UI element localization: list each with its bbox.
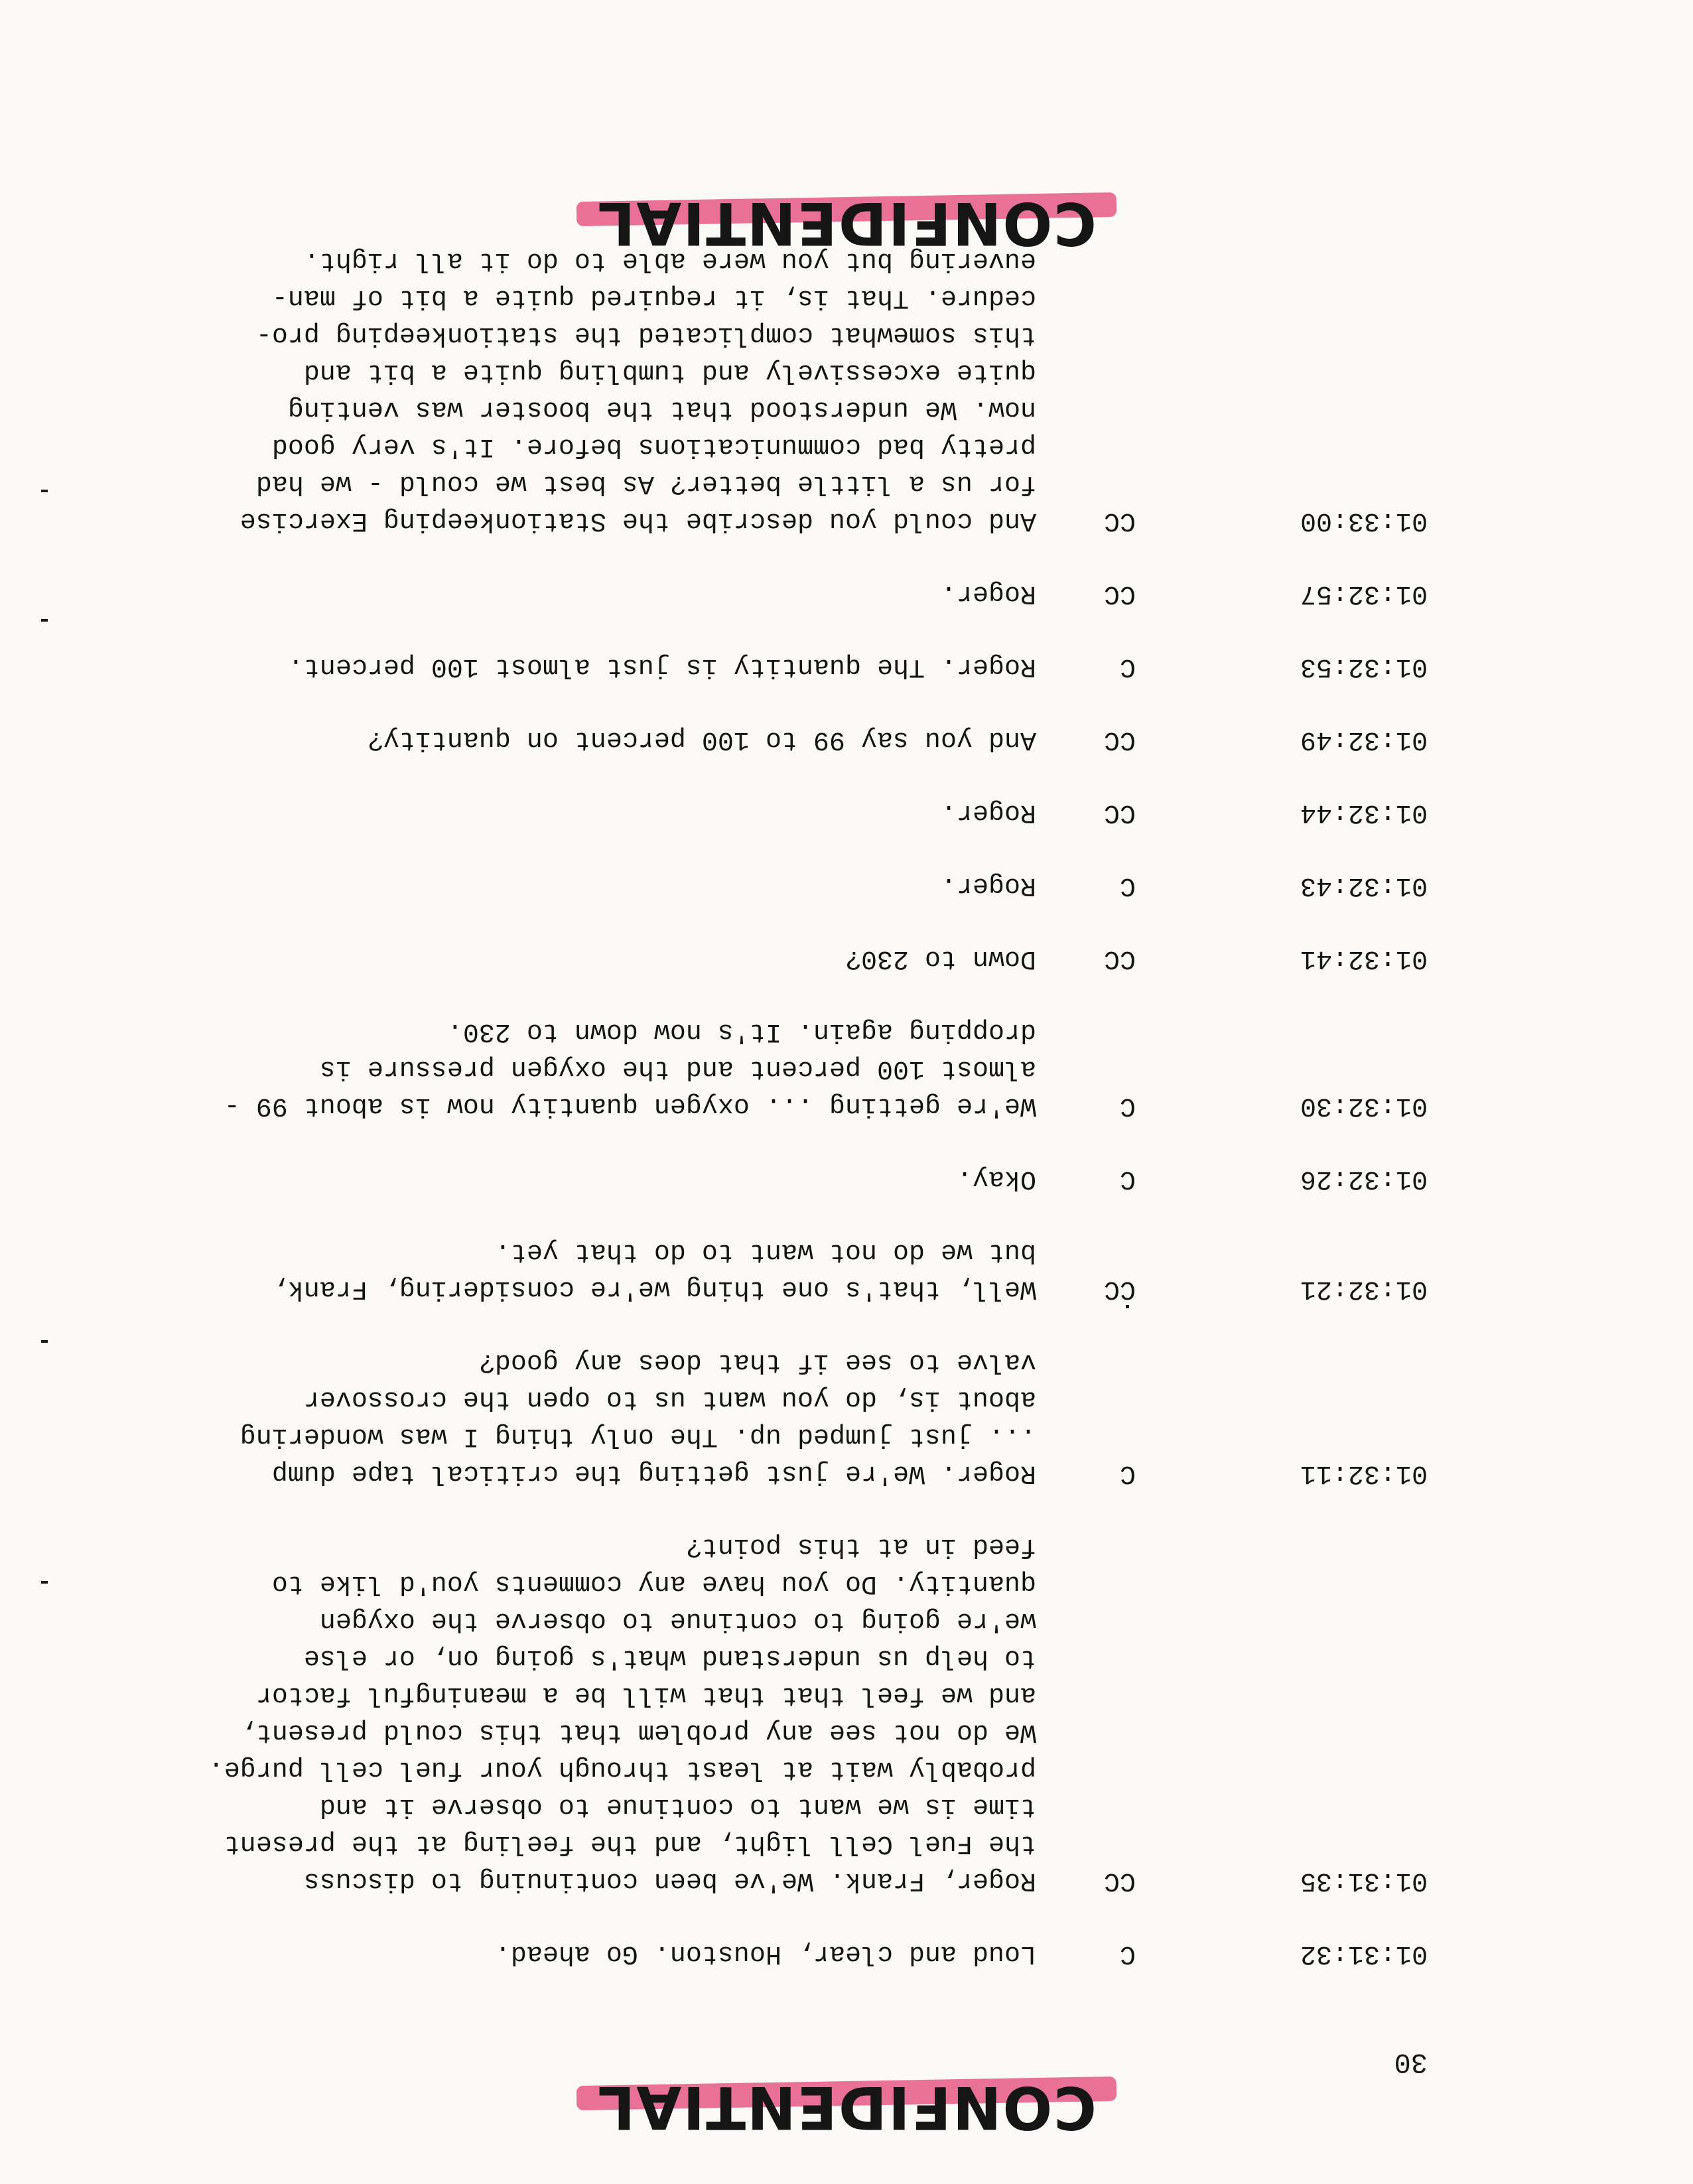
- timestamp: 01:32:57: [1300, 579, 1428, 608]
- dialogue-text: Well, that's one thing we're considering, Frank, but we do not want to do that yet.: [271, 1237, 1036, 1304]
- timestamp: 01:32:53: [1300, 651, 1428, 681]
- transcript-entry: [127, 939, 1428, 977]
- page-number: 30: [1394, 2046, 1428, 2078]
- confidential-stamp-bottom: [0, 189, 1693, 257]
- speaker: C: [1119, 1458, 1136, 1488]
- timestamp: 01:32:21: [1300, 1274, 1428, 1304]
- dialogue-text: Roger. The quantity is just almost 100 percent.: [287, 651, 1036, 681]
- transcript-entry: [127, 241, 1428, 539]
- transcript-entry: [127, 793, 1428, 831]
- dialogue-text: Roger.: [940, 579, 1036, 608]
- timestamp: 01:32:11: [1300, 1458, 1428, 1488]
- speaker: CC: [1103, 1866, 1136, 1895]
- transcript-entry: [127, 1935, 1428, 1972]
- margin-mark: [1126, 1305, 1129, 1308]
- timestamp: 01:32:41: [1300, 943, 1428, 973]
- dialogue-text: Roger.: [940, 870, 1036, 900]
- timestamp: 01:32:49: [1300, 724, 1428, 754]
- margin-mark: [41, 1581, 48, 1584]
- transcript-entry: [127, 575, 1428, 612]
- stamp-text: CONFIDENTIAL: [596, 2073, 1097, 2142]
- speaker: CC: [1103, 506, 1136, 535]
- speaker: C: [1119, 1939, 1136, 1968]
- speaker: CC: [1103, 797, 1136, 827]
- transcript-entry: [127, 1160, 1428, 1197]
- timestamp: 01:32:43: [1300, 870, 1428, 900]
- stamp-text: CONFIDENTIAL: [596, 189, 1097, 257]
- speaker: C: [1119, 870, 1136, 900]
- timestamp: 01:31:32: [1300, 1939, 1428, 1968]
- transcript-entry: [127, 1527, 1428, 1899]
- speaker: CC: [1103, 579, 1136, 608]
- dialogue-text: And could you describe the Stationkeeping Exercise for us a little better? As best we could - we had pretty bad communications before. It's very good now. We understood that the booster was venting quite excessively and tumbling quite a bit and this somewhat complicated the stationkeeping pro- cedure. That is, it required quite a bit of man- euvering but you were able to do it all right.: [239, 245, 1036, 535]
- margin-mark: [41, 490, 48, 492]
- margin-mark: [41, 1340, 48, 1343]
- timestamp: 01:32:30: [1300, 1091, 1428, 1121]
- margin-mark: [41, 619, 48, 622]
- transcript-entry: [127, 1233, 1428, 1307]
- transcript: [127, 241, 1428, 1972]
- dialogue-text: We're getting ... oxygen quantity now is about 99 - almost 100 percent and the oxygen pressure is dropping again. It's now down to 230.: [224, 1016, 1036, 1121]
- speaker: C: [1119, 1164, 1136, 1194]
- transcript-entry: [127, 648, 1428, 685]
- timestamp: 01:32:26: [1300, 1164, 1428, 1194]
- speaker: C: [1119, 1091, 1136, 1121]
- confidential-stamp-top: [0, 2073, 1693, 2142]
- speaker: C: [1119, 651, 1136, 681]
- dialogue-text: Loud and clear, Houston. Go ahead.: [494, 1939, 1036, 1968]
- speaker: CC: [1103, 724, 1136, 754]
- transcript-entry: [127, 866, 1428, 904]
- dialogue-text: And you say 99 to 100 percent on quantity?: [367, 724, 1036, 754]
- speaker: CC: [1103, 1274, 1136, 1304]
- speaker: CC: [1103, 943, 1136, 973]
- dialogue-text: Down to 230?: [845, 943, 1036, 973]
- timestamp: 01:33:00: [1300, 506, 1428, 535]
- transcript-entry: [127, 1012, 1428, 1124]
- timestamp: 01:32:44: [1300, 797, 1428, 827]
- transcript-entry: [127, 720, 1428, 758]
- dialogue-text: Okay.: [956, 1164, 1036, 1194]
- dialogue-text: Roger. We're just getting the critical tape dump ... just jumped up. The only thing I was wondering about is, do you want us to open the crossover valve to see if that does any good?: [239, 1347, 1036, 1488]
- dialogue-text: Roger, Frank. We've been continuing to discuss the Fuel Cell light, and the feeling at the present time is we want to continue to observe it and probably wait at least through your fuel cell purge. We do not see any problem that this could present, and we feel that that will be a meaningful factor to help us understand what's going on, or else we're going to continue to observe the oxygen quantity. Do you have any comments you'd like to feed in at this point?: [208, 1531, 1036, 1895]
- timestamp: 01:31:35: [1300, 1866, 1428, 1895]
- transcript-entry: [127, 1343, 1428, 1491]
- dialogue-text: Roger.: [940, 797, 1036, 827]
